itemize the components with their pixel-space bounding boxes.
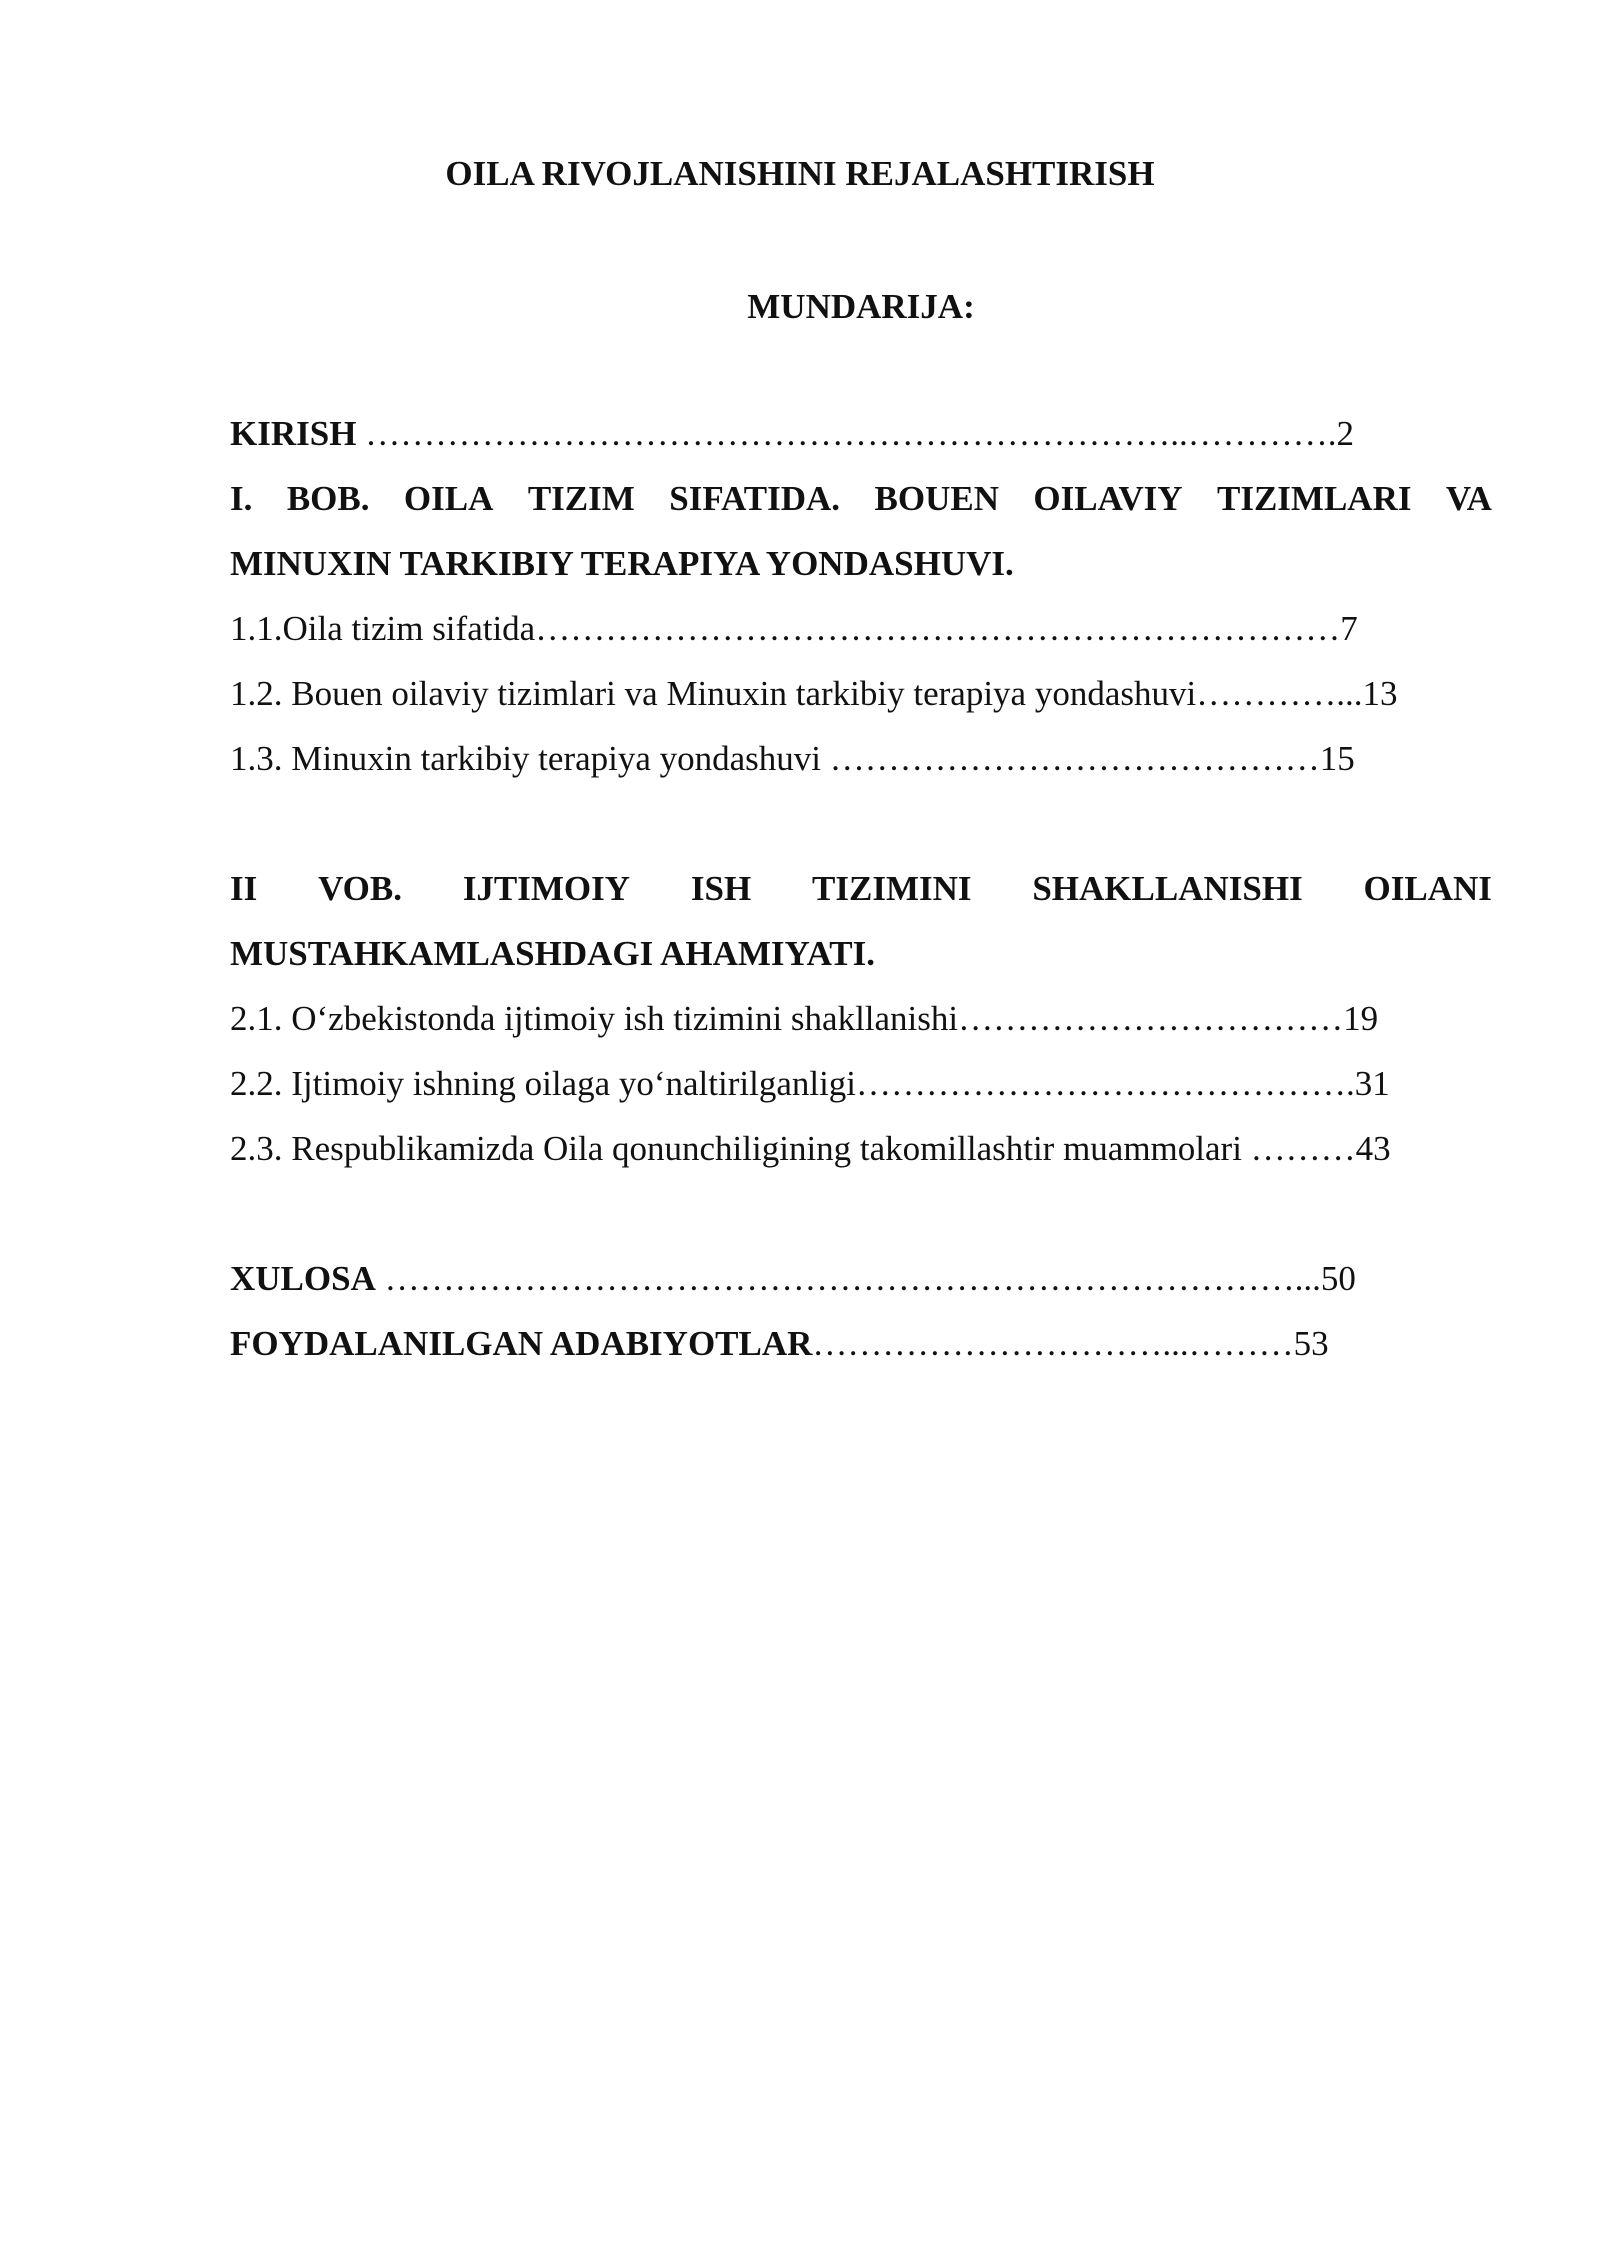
toc-entry-label: FOYDALANILGAN ADABIYOTLAR <box>230 1324 813 1363</box>
toc-entry-2-3: 2.3. Respublikamizda Oila qonunchiligining takomillashtir muammolari ………43 <box>230 1129 1391 1168</box>
toc-word: II <box>230 869 258 908</box>
document-title: OILA RIVOJLANISHINI REJALASHTIRISH <box>445 154 1155 193</box>
toc-entry-xulosa <box>230 1257 1356 1301</box>
toc-word: TIZIMLARI <box>1216 479 1412 518</box>
toc-entry-label: XULOSA <box>230 1259 376 1298</box>
toc-entry-leader: ……………………………………………………………………...50 <box>375 1259 1356 1298</box>
toc-word: OILAVIY <box>1033 479 1183 518</box>
toc-entry-2-2: 2.2. Ijtimoiy ishning oilaga yo‘naltirilganligi…………………………………….31 <box>230 1064 1390 1103</box>
toc-chapter-1-line-2: MINUXIN TARKIBIY TERAPIYA YONDASHUVI. <box>230 544 1014 583</box>
toc-word: I. <box>230 479 253 518</box>
toc-word: OILANI <box>1363 869 1492 908</box>
toc-word: ISH <box>690 869 752 908</box>
toc-word: IJTIMOIY <box>462 869 631 908</box>
toc-word: OILA <box>403 479 494 518</box>
toc-heading: MUNDARIJA: <box>747 287 975 326</box>
toc-chapter-2-line-2: MUSTAHKAMLASHDAGI AHAMIYATI. <box>230 934 875 973</box>
toc-word: BOB. <box>286 479 370 518</box>
toc-word: VOB. <box>318 869 402 908</box>
toc-entry-kirish <box>230 412 1354 456</box>
toc-entry-1-1: 1.1.Oila tizim sifatida……………………………………………………………7 <box>230 609 1358 648</box>
toc-entry-adabiyotlar <box>230 1322 1329 1366</box>
toc-word: BOUEN <box>874 479 999 518</box>
toc-entry-leader: …………………………...………53 <box>812 1324 1329 1363</box>
toc-word: SIFATIDA. <box>669 479 841 518</box>
toc-entry-2-1: 2.1. O‘zbekistonda ijtimoiy ish tizimini shakllanishi……………………………19 <box>230 999 1379 1038</box>
toc-entry-1-2: 1.2. Bouen oilaviy tizimlari va Minuxin tarkibiy terapiya yondashuvi…………...13 <box>230 674 1398 713</box>
toc-entry-leader: ……………………………………………………………..………….2 <box>356 414 1354 453</box>
toc-word: TIZIMINI <box>812 869 972 908</box>
toc-entry-label: KIRISH <box>230 414 357 453</box>
toc-chapter-2-line-1 <box>230 867 1492 911</box>
toc-word: SHAKLLANISHI <box>1032 869 1303 908</box>
toc-word: VA <box>1445 479 1492 518</box>
toc-entry-1-3: 1.3. Minuxin tarkibiy terapiya yondashuvi ……………………………………15 <box>230 739 1355 778</box>
toc-chapter-1-line-1 <box>230 477 1492 521</box>
toc-word: TIZIM <box>527 479 635 518</box>
